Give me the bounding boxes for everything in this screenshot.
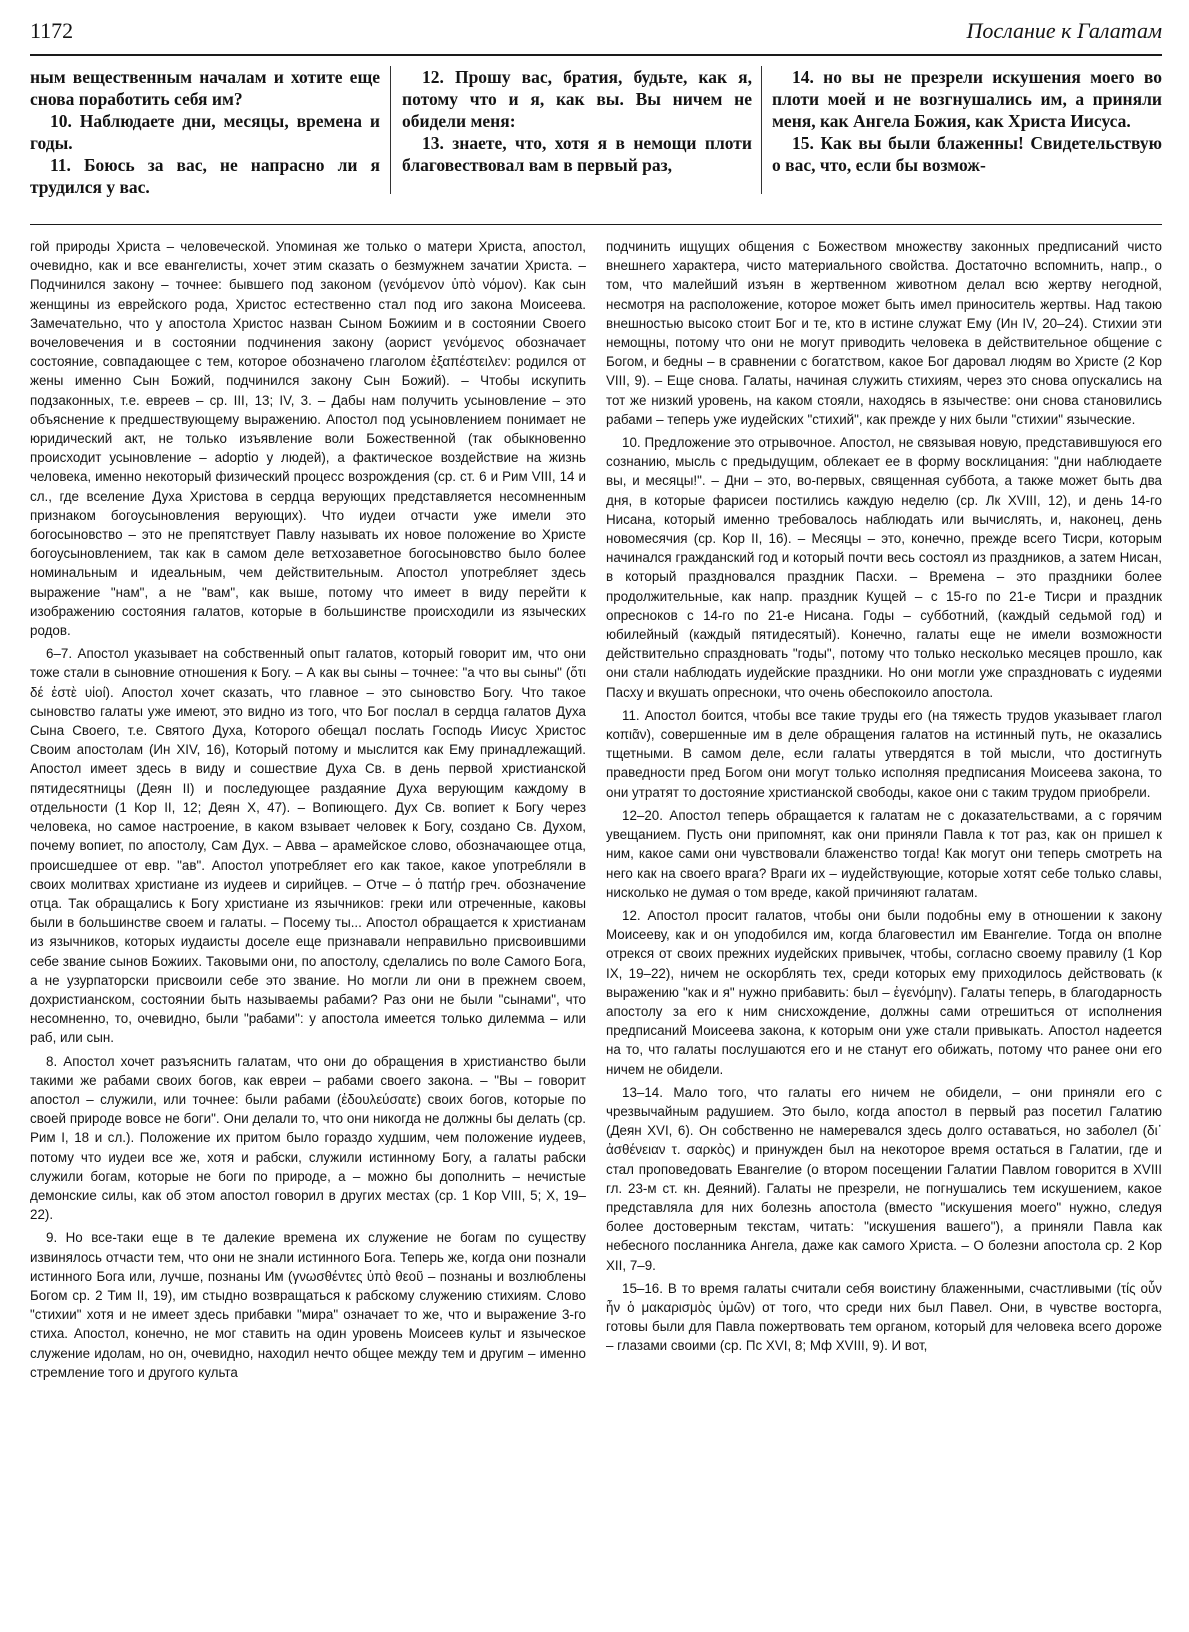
scripture-verse-11: 11. Боюсь за вас, не напрасно ли я трудился у вас. bbox=[30, 155, 380, 197]
commentary-paragraph: 12–20. Апостол теперь обращается к галатам не с доказательствами, а с горячим увещанием. Пусть они припомнят, как они приняли Павла к тот раз, как он пришел к ним, какое сами они чувствовали блаженство тогда! Как могут они теперь смотреть на него как на своего врага? Враги их – иудействующие, которые хотят себе только славы, нисколько не думая о том вреде, какой причиняют галатам. bbox=[606, 807, 1162, 900]
scripture-verse-15: 15. Как вы были блаженны! Свидетельствую о вас, что, если бы возмож- bbox=[772, 133, 1162, 175]
page-header bbox=[30, 16, 1162, 54]
scripture-verse-10: 10. Наблюдаете дни, месяцы, времена и годы. bbox=[30, 111, 380, 153]
column-divider bbox=[761, 66, 762, 194]
commentary-column-left bbox=[30, 237, 586, 1617]
commentary-paragraph: 12. Апостол просит галатов, чтобы они были подобны ему в отношении к закону Моисееву, как и он уподобился им, когда благовестил им Евангелие. Тогда он вполне отрекся от своих прежних иудейских привычек, чтобы, согласно своему правилу (1 Кор IX, 19–22), ничем не оскорблять тех, среди которых ему приходилось действовать (к выражению "как и я" нужно прибавить: был – ἐγενόμην). Галаты теперь, в благодарность апостолу за его к ним снисхождение, должны сами отрешиться от исполнения предписаний Моисеева закона, к которым они уже стали привыкать. Апостол надеется на то, что галаты послушаются его и не станут его обижать, потому что ранее они его ничем не обидели. bbox=[606, 907, 1162, 1077]
scripture-verse-14: 14. но вы не презрели искушения моего во плоти моей и не возгнушались им, а приняли меня, как Ангела Божия, как Христа Иисуса. bbox=[772, 67, 1162, 131]
commentary-column-right bbox=[606, 237, 1162, 1617]
commentary-paragraph: гой природы Христа – человеческой. Упоминая же только о матери Христа, апостол, очевидно, как и все евангелисты, хочет этим сказать о безмужнем зачатии Христа. – Подчинился закону – точнее: бывшего под законом (γενόμενον ὑπὸ νόμον). Как сын женщины из еврейского рода, Христос естественно стал под иго закона Моисеева. Замечательно, что у апостола Христос назван Сыном Божиим и в состоянии Своего вочеловечения и в состоянии подчинения закону (аорист γενόμενος обозначает состояние, совпадающее с тем, которое обозначено глаголом ἐξαπέστειλεν: родился от жены именно Сын Божий, подчинился закону Сын Божий). – Чтобы искупить подзаконных, т.е. евреев – ср. III, 13; IV, 3. – Дабы нам получить усыновление – это объяснение к предшествующему выражению. Апостол под усыновлением понимает не юридический акт, не только изъявление воли Божественной (так обыкновенно происходит усыновление – adoptio у людей), а фактическое воздействие на жизнь человека, именно некоторый физический процесс возрождения (ср. ст. 6 и Рим VIII, 14 и сл., где вселение Духа Христова в сердца верующих представляется несомненным признаком богоусыновления верующих). Что иудеи отчасти уже имели это богосыновство – это не препятствует Павлу называть их новое положение во Христе богоусыновлением, так как в самом деле ветхозаветное богосыновство было более номинальным и идеальным, чем действительным. Апостол употребляет здесь выражение "нам", а не "вам", как выше, потому что имеет в виду перейти к изображению состояния галатов, которые в большинстве происходили из языческих родов. bbox=[30, 239, 586, 639]
commentary bbox=[30, 237, 1162, 1617]
page bbox=[30, 16, 1162, 1616]
scripture-column-3 bbox=[772, 66, 1162, 198]
scripture-column-1 bbox=[30, 66, 380, 198]
scripture-column-2 bbox=[402, 66, 752, 198]
scripture-text bbox=[30, 56, 1162, 216]
scripture-verse-12: 12. Прошу вас, братия, будьте, как я, потому что и я, как вы. Вы ничем не обидели меня: bbox=[402, 67, 752, 131]
commentary-paragraph: 10. Предложение это отрывочное. Апостол, не связывая новую, представившуюся его сознанию, мысль с предыдущим, облекает ее в форму восклицания: "дни наблюдаете вы, и месяцы!". – Дни – это, во-первых, священная суббота, а также может быть два дня, в которые фарисеи постились каждую неделю (ср. Лк XVIII, 12), и день 14-го Нисана, который именно требовалось наблюдать или вычислять, и, наконец, день новомесячия (ср. Кор II, 16). – Месяцы – это, конечно, прежде всего Тисри, которым начинался гражданский год и который почти весь состоял из праздников, а затем Нисан, в который праздновался праздник Пасхи. – Времена – это праздники более продолжительные, как напр. праздник Кущей – с 15-го по 21-е Тисри и праздник опресноков с 14-го по 21-е Нисана. Годы – субботний, (каждый седьмой год) и юбилейный (каждый пятидесятый). Конечно, галаты еще не имели возможности действительно спраздновать "годы", потому что только несколько месяцев прошло, как они стали наблюдать иудейские праздники. Но они могли уже спраздновать с иудеями Пасху и вкушать опресноки, что очень обеспокоило апостола. bbox=[606, 435, 1162, 700]
commentary-paragraph: 13–14. Мало того, что галаты его ничем не обидели, – они приняли его с чрезвычайным радушием. Это было, когда апостол в первый раз посетил Галатию (Деян XVI, 6). Он собственно не намеревался здесь долго оставаться, но заболел (δι᾽ ἀσθένειαν τ. σαρκὸς) и принужден был на некоторое время остаться в Галатии, где и стал проповедовать Евангелие (о втором посещении Галатии Павлом говорится в XVIII гл. 23-м ст. кн. Деяний). Галаты не презрели, не погнушались тем искушением, какое представляла для них болезнь апостола (вместо "искушения моего" нужно, следуя более достоверным текстам, читать: "искушения вашего"), а приняли Павла как небесного посланника Ангела, даже как самого Христа. – О болезни апостола ср. 2 Кор XII, 7–9. bbox=[606, 1084, 1162, 1273]
scripture-rule bbox=[30, 224, 1162, 225]
commentary-paragraph: 11. Апостол боится, чтобы все такие труды его (на тяжесть трудов указывает глагол κοπιᾶν), совершенные им в деле обращения галатов на истинный путь, не оказались тщетными. В самом деле, если галаты утвердятся в той мысли, что достигнуть праведности пред Богом они могут только исполняя предписания Моисеева закона, то они утратят то достояние христианской свободы, какое они с таким трудом приобрели. bbox=[606, 707, 1162, 800]
scripture-paragraph: ным вещественным началам и хотите еще снова поработить себя им? bbox=[30, 67, 380, 109]
commentary-paragraph: 15–16. В то время галаты считали себя воистину блаженными, счастливыми (τίς οὖν ἦν ὁ μακαρισμὸς ὑμῶν) от того, что среди них был Павел. Они, в чувстве восторга, готовы были для Павла пожертвовать тем органом, который для человека всего дороже – глазами своими (ср. Пс XVI, 8; Мф XVIII, 9). И вот, bbox=[606, 1280, 1162, 1354]
running-title: Послание к Галатам bbox=[966, 18, 1162, 43]
scripture-verse-13: 13. знаете, что, хотя я в немощи плоти благовествовал вам в первый раз, bbox=[402, 133, 752, 175]
commentary-paragraph: 9. Но все-таки еще в те далекие времена их служение не богам по существу извинялось отчасти тем, что они не знали истинного Бога. Теперь же, когда они познали истинного Бога или, лучше, познаны Им (γνωσθέντες ὑπὸ θεοῦ – познаны и возлюблены Богом ср. 2 Тим II, 19), им стыдно возвращаться к рабскому служению стихиям. Слово "стихии" хотя и не имеет здесь прибавки "мира" означает то же, что и выражение 3-го стиха. Апостол, конечно, не мог ставить на один уровень Моисеев культ и языческое служение идолам, но он, очевидно, находил нечто общее между тем и другим – именно стремление того и другого культа bbox=[30, 1230, 586, 1380]
page-number: 1172 bbox=[30, 18, 74, 43]
column-divider bbox=[390, 66, 391, 194]
commentary-paragraph: 6–7. Апостол указывает на собственный опыт галатов, который говорит им, что они тоже стали в сыновние отношения к Богу. – А как вы сыны – точнее: "а что вы сыны" (ὅτι δέ ἐστὲ υἱοί). Апостол хочет сказать, что главное – это сыновство Богу. Что такое сыновство галаты уже имеют, это видно из того, что Бог послал в сердца галатов Духа Сына Своего, т.е. Святого Духа, Которого обещал послать Господь Иисус Христос Своим апостолам (Ин XIV, 16), Который потому и мыслится как Ему принадлежащий. Апостол имеет здесь в виду и сошествие Духа Св. в день первой христианской пятидесятницы (Деян II) и последующее раздаяние Духа верующим каждому в отдельности (1 Кор II, 12; Деян X, 47). – Вопиющего. Дух Св. вопиет к Богу через человека, но самое настроение, в каком взывает человек к Богу, создано Св. Духом, почему вопиет, по апостолу, Сам Дух. – Авва – арамейское слово, обозначающее отца, происшедшее от евр. "ав". Апостол употребляет его как такое, какое употребляли в своих молитвах христиане из иудеев и сирийцев. – Отче – ὁ πατήρ греч. обозначение отца. Так обращались к Богу христиане из язычников: греки или отреченные, каковы были в большинстве своем и галаты. – Посему ты... Апостол обращается к христианам из язычников, которых иудаисты доселе еще признавали неправильно присвоившими себе звание сынов Божиих. Таковыми они, по апостолу, сделались по воле Самого Бога, а не узурпаторски присвоили себе это звание. Но могли ли они в прежнем своем, дохристианском, состоянии быть называемы рабами? Раз они не были "сынами", что несомненно, то, очевидно, были "рабами": у апостола имеется только дилемма – или раб, или сын. bbox=[30, 646, 586, 1046]
commentary-paragraph: 8. Апостол хочет разъяснить галатам, что они до обращения в христианство были такими же рабами своих богов, как евреи – рабами своего закона. – "Вы – говорит апостол – служили, или точнее: были рабами (ἐδουλεύσατε) своих богов, которые по своей природе вовсе не боги". Они делали то, что они никогда не должны бы делать (ср. Рим I, 18 и сл.). Положение их притом было гораздо худшим, чем положение иудеев, потому что иудеи все же, хотя и рабски, служили истинному Богу, а галаты рабски служили богам, которые не боги по природе, а – можно бы дополнить – нечистые демонские силы, как об этом апостол говорил в других местах (ср. 1 Кор VIII, 5; X, 19–22). bbox=[30, 1053, 586, 1223]
commentary-paragraph: подчинить ищущих общения с Божеством множеству законных предписаний чисто внешнего характера, чисто материального свойства. Достаточно вспомнить, напр., о том, что малейший изъян в жертвенном животном делал всю жертву негодной, несмотря на расположение, которое может быть имел приноситель жертвы. Над такою внешностью высоко стоит Бог и те, кто в истине служат Ему (Ин IV, 20–24). Стихии эти немощны, потому что они не могут приводить человека в действительное общение с Богом, и бедны – в сравнении с богатством, какое Бог даровал людям во Христе (2 Кор VIII, 9). – Еще снова. Галаты, начиная служить стихиям, через это снова опускались на тот же низкий уровень, на каком стояли, находясь в язычестве: они снова становились рабами – теперь уже иудейских "стихий", как прежде у них были "стихии" языческие. bbox=[606, 239, 1162, 427]
